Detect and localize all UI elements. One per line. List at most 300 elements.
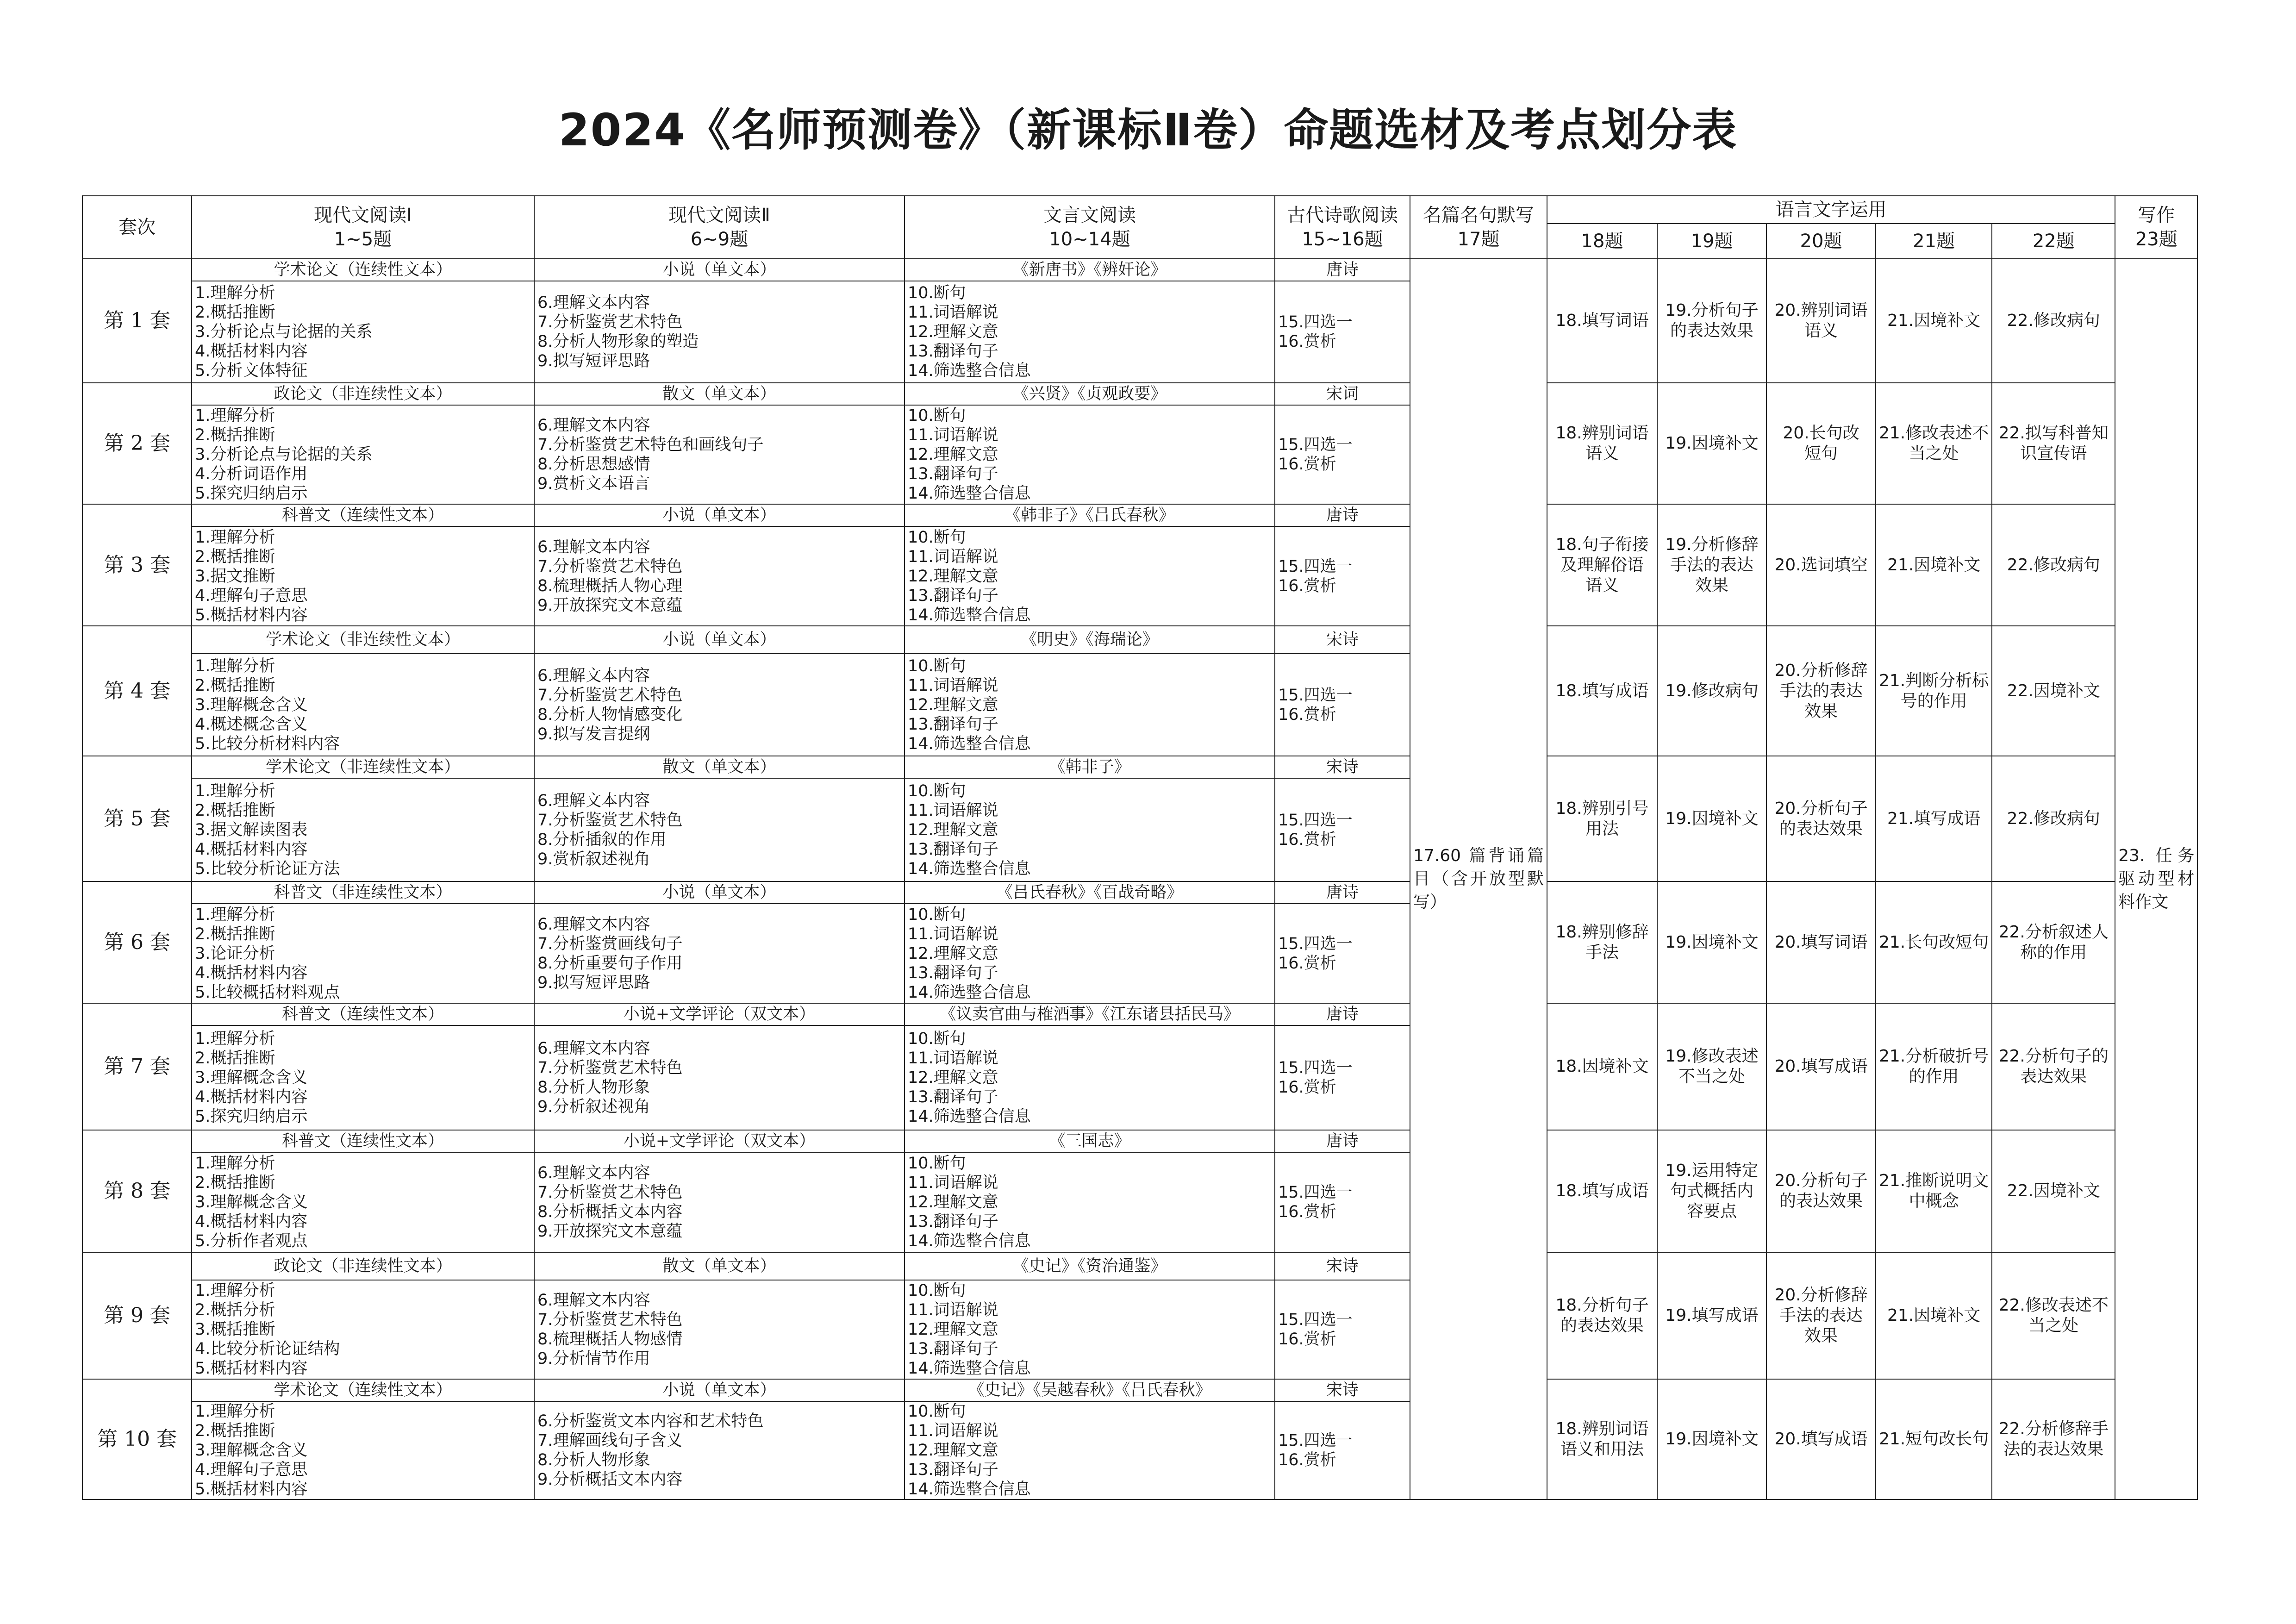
point-line: 16.赏析 (1278, 576, 1336, 595)
language-q22-cell (1992, 1130, 2115, 1252)
language-q22-cell (1992, 504, 2115, 626)
point-line: 7.分析鉴赏艺术特色 (537, 1183, 683, 1202)
point-line: 2.概括推断 (195, 1174, 275, 1192)
point-line: 13.翻译句子 (908, 465, 998, 483)
set-label: 第 4 套 (82, 626, 192, 756)
point-line: 7.分析鉴赏艺术特色 (537, 557, 683, 576)
language-item-line: 19.因境补文 (1665, 932, 1759, 952)
set-subtitle-row (82, 756, 2197, 778)
point-line: 10.断句 (908, 1030, 966, 1048)
language-item-line: 21.判断分析标 (1879, 671, 1989, 690)
language-item-line: 手法的表达 (1779, 681, 1863, 700)
point-line: 13.翻译句子 (908, 840, 998, 859)
classical-points (905, 778, 1275, 881)
language-item-line: 的表达效果 (1779, 1192, 1863, 1211)
language-q19-cell (1657, 881, 1766, 1003)
header-q18: 18题 (1547, 224, 1657, 259)
poetry-points (1275, 1025, 1410, 1130)
language-q19-cell (1657, 626, 1766, 756)
classical-text-type: 《新唐书》《辨奸论》 (905, 259, 1275, 281)
point-line: 7.分析鉴赏艺术特色 (537, 811, 683, 830)
language-item-line: 效果 (1804, 701, 1838, 721)
point-line: 6.理解文本内容 (537, 416, 650, 435)
language-item-line: 22.分析修辞手 (1998, 1419, 2109, 1438)
language-item-line: 19.分析修辞 (1665, 535, 1759, 554)
language-item-line: 19.运用特定 (1665, 1161, 1759, 1180)
language-item-line: 识宣传语 (2020, 444, 2087, 463)
set-label: 第 9 套 (82, 1252, 192, 1379)
point-line: 12.理解文意 (908, 1068, 998, 1087)
point-line: 3.论证分析 (195, 944, 275, 963)
poetry-type: 宋诗 (1275, 1252, 1410, 1280)
language-item-line: 法的表达效果 (2003, 1440, 2104, 1459)
poetry-type: 宋诗 (1275, 756, 1410, 778)
classical-points (905, 1152, 1275, 1252)
modern-reading-2-points (534, 281, 905, 383)
language-item-line: 19.因境补文 (1665, 434, 1759, 453)
modern-reading-2-points (534, 654, 905, 756)
point-line: 13.翻译句子 (908, 342, 998, 361)
language-item-line: 21.分析破折号 (1879, 1047, 1989, 1066)
set-label: 第 3 套 (82, 504, 192, 626)
language-item-line: 21.因境补文 (1887, 1306, 1981, 1325)
header-modern-reading-2: 现代文阅读Ⅱ 6~9题 (534, 196, 905, 259)
point-line: 1.理解分析 (195, 528, 275, 547)
poetry-type: 宋诗 (1275, 626, 1410, 654)
point-line: 14.筛选整合信息 (908, 362, 1031, 380)
modern-reading-1-points (192, 526, 534, 626)
language-q18-cell (1547, 881, 1657, 1003)
language-item-line: 20.分析句子 (1774, 799, 1868, 818)
point-line: 15.四选一 (1278, 557, 1353, 576)
language-q18-cell (1547, 1130, 1657, 1252)
point-line: 11.词语解说 (908, 924, 998, 943)
language-q20-cell (1766, 383, 1876, 504)
language-item-line: 20.分析修辞 (1774, 661, 1868, 680)
point-line: 13.翻译句子 (908, 586, 998, 605)
point-line: 1.理解分析 (195, 284, 275, 302)
classical-text-type: 《三国志》 (905, 1130, 1275, 1152)
point-line: 10.断句 (908, 406, 966, 425)
language-item-line: 19.修改表述 (1665, 1047, 1759, 1066)
language-q20-cell (1766, 1130, 1876, 1252)
point-line: 1.理解分析 (195, 905, 275, 924)
point-line: 6.理解文本内容 (537, 537, 650, 556)
point-line: 14.筛选整合信息 (908, 983, 1031, 1002)
point-line: 3.理解概念含义 (195, 1068, 308, 1087)
language-item-line: 20.填写成语 (1774, 1430, 1868, 1449)
modern-reading-2-points (534, 1152, 905, 1252)
language-q18-cell (1547, 1252, 1657, 1379)
language-q19-cell (1657, 1003, 1766, 1130)
modern-reading-1-type: 学术论文（连续性文本） (192, 1379, 534, 1401)
language-item-line: 20.选词填空 (1774, 555, 1868, 575)
language-item-line: 22.分析叙述人 (1998, 922, 2109, 942)
point-line: 2.概括推断 (195, 547, 275, 566)
point-line: 16.赏析 (1278, 830, 1336, 849)
set-subtitle-row (82, 383, 2197, 405)
header-q21: 21题 (1876, 224, 1992, 259)
point-line: 14.筛选整合信息 (908, 606, 1031, 625)
language-item-line: 19.因境补文 (1665, 1430, 1759, 1449)
point-line: 11.词语解说 (908, 303, 998, 322)
language-q19-cell (1657, 1252, 1766, 1379)
point-line: 5.探究归纳启示 (195, 1107, 308, 1126)
classical-text-type: 《吕氏春秋》《百战奇略》 (905, 881, 1275, 904)
point-line: 2.概括推断 (195, 303, 275, 322)
point-line: 11.词语解说 (908, 1049, 998, 1068)
language-item-line: 用法 (1585, 819, 1619, 838)
point-line: 9.分析概括文本内容 (537, 1470, 683, 1489)
point-line: 5.比较概括材料观点 (195, 983, 340, 1002)
point-line: 6.理解文本内容 (537, 1164, 650, 1182)
point-line: 12.理解文意 (908, 1320, 998, 1339)
language-item-line: 效果 (1804, 1326, 1838, 1345)
modern-reading-1-points (192, 281, 534, 383)
language-q22-cell (1992, 626, 2115, 756)
language-item-line: 22.因境补文 (2007, 1181, 2100, 1200)
classical-points (905, 1401, 1275, 1499)
language-item-line: 当之处 (2028, 1316, 2079, 1335)
point-line: 11.词语解说 (908, 676, 998, 695)
point-line: 13.翻译句子 (908, 1212, 998, 1231)
language-item-line: 18.辨别词语 (1555, 1419, 1649, 1438)
point-line: 4.分析词语作用 (195, 465, 308, 483)
point-line: 4.概述概念含义 (195, 715, 308, 734)
language-item-line: 的表达效果 (1670, 321, 1753, 340)
poetry-points (1275, 405, 1410, 504)
language-q18-cell (1547, 504, 1657, 626)
poetry-points (1275, 904, 1410, 1003)
point-line: 15.四选一 (1278, 1311, 1353, 1329)
point-line: 6.理解文本内容 (537, 666, 650, 685)
language-item-line: 手法的表达 (1670, 555, 1753, 575)
language-item-line: 20.辨别词语 (1774, 301, 1868, 320)
point-line: 10.断句 (908, 656, 966, 675)
point-line: 6.理解文本内容 (537, 791, 650, 810)
language-q22-cell (1992, 1003, 2115, 1130)
language-q18-cell (1547, 1003, 1657, 1130)
language-item-line: 21.因境补文 (1887, 555, 1981, 575)
point-line: 3.理解概念含义 (195, 1193, 308, 1212)
point-line: 16.赏析 (1278, 1451, 1336, 1469)
point-line: 16.赏析 (1278, 705, 1336, 724)
point-line: 5.分析作者观点 (195, 1232, 308, 1250)
language-q20-cell (1766, 756, 1876, 881)
set-subtitle-row (82, 626, 2197, 654)
point-line: 2.概括推断 (195, 924, 275, 943)
language-item-line: 21.因境补文 (1887, 311, 1981, 330)
point-line: 7.分析鉴赏艺术特色 (537, 313, 683, 331)
point-line: 5.比较分析论证方法 (195, 859, 340, 878)
point-line: 12.理解文意 (908, 567, 998, 586)
language-q21-cell (1876, 504, 1992, 626)
poetry-type: 唐诗 (1275, 1130, 1410, 1152)
point-line: 1.理解分析 (195, 406, 275, 425)
set-label: 第 10 套 (82, 1379, 192, 1499)
point-line: 15.四选一 (1278, 436, 1353, 454)
language-item-line: 语义 (1585, 444, 1619, 463)
point-line: 14.筛选整合信息 (908, 859, 1031, 878)
point-line: 14.筛选整合信息 (908, 734, 1031, 753)
poetry-points (1275, 778, 1410, 881)
point-line: 8.梳理概括人物感情 (537, 1330, 683, 1349)
point-line: 7.分析鉴赏艺术特色 (537, 1311, 683, 1329)
modern-reading-2-type: 小说（单文本） (534, 626, 905, 654)
classical-text-type: 《议卖官曲与榷酒事》《江东诸县括民马》 (905, 1003, 1275, 1025)
modern-reading-2-points (534, 526, 905, 626)
classical-points (905, 904, 1275, 1003)
set-label: 第 7 套 (82, 1003, 192, 1130)
point-line: 10.断句 (908, 1402, 966, 1421)
point-line: 4.概括材料内容 (195, 840, 308, 859)
set-label: 第 2 套 (82, 383, 192, 504)
point-line: 4.比较分析论证结构 (195, 1340, 340, 1358)
poetry-type: 宋词 (1275, 383, 1410, 405)
point-line: 4.概括材料内容 (195, 1088, 308, 1106)
point-line: 8.分析重要句子作用 (537, 954, 683, 973)
language-item-line: 20.长句改 (1783, 424, 1859, 443)
language-item-line: 22.拟写科普知 (1998, 424, 2109, 443)
point-line: 9.开放探究文本意蕴 (537, 1222, 683, 1241)
classical-points (905, 405, 1275, 504)
language-item-line: 语义 (1585, 575, 1619, 595)
language-item-line: 19.因境补文 (1665, 809, 1759, 828)
modern-reading-1-type: 政论文（非连续性文本） (192, 383, 534, 405)
language-q22-cell (1992, 259, 2115, 383)
language-q20-cell (1766, 1252, 1876, 1379)
table-body (82, 259, 2197, 1499)
point-line: 8.分析人物形象的塑造 (537, 332, 699, 351)
modern-reading-2-points (534, 1025, 905, 1130)
point-line: 8.分析思想感情 (537, 455, 650, 474)
point-line: 5.概括材料内容 (195, 1359, 308, 1378)
classical-points (905, 1280, 1275, 1379)
language-q22-cell (1992, 756, 2115, 881)
modern-reading-2-type: 散文（单文本） (534, 756, 905, 778)
language-q19-cell (1657, 756, 1766, 881)
modern-reading-2-points (534, 778, 905, 881)
language-q21-cell (1876, 1252, 1992, 1379)
point-line: 9.拟写短评思路 (537, 973, 650, 992)
language-q21-cell (1876, 259, 1992, 383)
language-item-line: 18.填写成语 (1555, 1181, 1649, 1200)
modern-reading-2-type: 小说（单文本） (534, 1379, 905, 1401)
set-subtitle-row (82, 1252, 2197, 1280)
language-q22-cell (1992, 881, 2115, 1003)
language-q19-cell (1657, 504, 1766, 626)
point-line: 15.四选一 (1278, 934, 1353, 953)
modern-reading-1-points (192, 778, 534, 881)
point-line: 1.理解分析 (195, 1402, 275, 1421)
language-q21-cell (1876, 1003, 1992, 1130)
header-modern-reading-1: 现代文阅读Ⅰ 1~5题 (192, 196, 534, 259)
modern-reading-1-points (192, 1152, 534, 1252)
point-line: 2.概括分析 (195, 1301, 275, 1319)
header-q20: 20题 (1766, 224, 1876, 259)
modern-reading-2-points (534, 1280, 905, 1379)
point-line: 16.赏析 (1278, 1330, 1336, 1349)
language-item-line: 22.修改表述不 (1998, 1296, 2109, 1315)
language-item-line: 19.填写成语 (1665, 1306, 1759, 1325)
header-q19: 19题 (1657, 224, 1766, 259)
language-item-line: 及理解俗语 (1560, 555, 1644, 575)
point-line: 11.词语解说 (908, 547, 998, 566)
point-line: 8.分析人物情感变化 (537, 705, 683, 724)
point-line: 11.词语解说 (908, 1174, 998, 1192)
modern-reading-2-type: 小说（单文本） (534, 259, 905, 281)
set-label: 第 8 套 (82, 1130, 192, 1252)
point-line: 11.词语解说 (908, 801, 998, 820)
language-item-line: 21.修改表述不 (1879, 424, 1989, 443)
language-item-line: 22.因境补文 (2007, 681, 2100, 700)
point-line: 13.翻译句子 (908, 1461, 998, 1479)
language-item-line: 21.推断说明文 (1879, 1171, 1989, 1190)
language-q21-cell (1876, 383, 1992, 504)
poetry-points (1275, 526, 1410, 626)
language-item-line: 19.修改病句 (1665, 681, 1759, 700)
modern-reading-2-type: 小说+文学评论（双文本） (534, 1003, 905, 1025)
point-line: 6.分析鉴赏文本内容和艺术特色 (537, 1412, 764, 1430)
point-line: 3.据文解读图表 (195, 820, 308, 839)
poetry-type: 唐诗 (1275, 1003, 1410, 1025)
language-q21-cell (1876, 1130, 1992, 1252)
language-item-line: 22.修改病句 (2007, 311, 2100, 330)
point-line: 12.理解文意 (908, 944, 998, 963)
point-line: 7.分析鉴赏画线句子 (537, 934, 683, 953)
point-line: 12.理解文意 (908, 1193, 998, 1212)
modern-reading-1-points (192, 1025, 534, 1130)
language-q20-cell (1766, 259, 1876, 383)
point-line: 10.断句 (908, 1154, 966, 1173)
language-item-line: 20.分析句子 (1774, 1171, 1868, 1190)
point-line: 10.断句 (908, 284, 966, 302)
header-q22: 22题 (1992, 224, 2115, 259)
point-line: 15.四选一 (1278, 811, 1353, 830)
point-line: 5.概括材料内容 (195, 606, 308, 625)
modern-reading-2-points (534, 405, 905, 504)
point-line: 12.理解文意 (908, 695, 998, 714)
point-line: 9.分析叙述视角 (537, 1098, 650, 1116)
language-q22-cell (1992, 1252, 2115, 1379)
point-line: 16.赏析 (1278, 455, 1336, 474)
modern-reading-1-type: 学术论文（非连续性文本） (192, 626, 534, 654)
language-item-line: 手法 (1585, 943, 1619, 962)
point-line: 14.筛选整合信息 (908, 1107, 1031, 1126)
language-item-line: 中概念 (1909, 1192, 1959, 1211)
language-item-line: 22.修改病句 (2007, 555, 2100, 575)
header-classical-chinese: 文言文阅读 10~14题 (905, 196, 1275, 259)
point-line: 15.四选一 (1278, 313, 1353, 331)
point-line: 16.赏析 (1278, 1203, 1336, 1221)
language-item-line: 手法的表达 (1779, 1306, 1863, 1325)
point-line: 3.概括推断 (195, 1320, 275, 1339)
point-line: 12.理解文意 (908, 445, 998, 464)
language-item-line: 21.长句改短句 (1879, 932, 1989, 952)
point-line: 7.理解画线句子含义 (537, 1431, 683, 1450)
point-line: 1.理解分析 (195, 781, 275, 800)
header-language-use: 语言文字运用 (1547, 196, 2115, 224)
language-item-line: 效果 (1695, 575, 1728, 595)
classical-text-type: 《史记》《资治通鉴》 (905, 1252, 1275, 1280)
point-line: 12.理解文意 (908, 820, 998, 839)
point-line: 3.分析论点与论据的关系 (195, 445, 373, 464)
language-item-line: 21.填写成语 (1887, 809, 1981, 828)
poetry-points (1275, 1152, 1410, 1252)
language-item-line: 18.分析句子 (1555, 1296, 1649, 1315)
language-q18-cell (1547, 383, 1657, 504)
poetry-points (1275, 1401, 1410, 1499)
point-line: 2.概括推断 (195, 1049, 275, 1068)
point-line: 14.筛选整合信息 (908, 484, 1031, 503)
modern-reading-1-points (192, 1401, 534, 1499)
language-item-line: 20.填写成语 (1774, 1057, 1868, 1076)
modern-reading-1-type: 政论文（非连续性文本） (192, 1252, 534, 1280)
memorization-cell: 17.60 篇背诵篇目（含开放型默写） (1410, 259, 1547, 1499)
classical-text-type: 《明史》《海瑞论》 (905, 626, 1275, 654)
language-item-line: 句式概括内 (1670, 1181, 1753, 1200)
point-line: 14.筛选整合信息 (908, 1359, 1031, 1378)
language-q21-cell (1876, 756, 1992, 881)
poetry-points (1275, 1280, 1410, 1379)
language-item-line: 称的作用 (2020, 943, 2087, 962)
point-line: 10.断句 (908, 528, 966, 547)
point-line: 14.筛选整合信息 (908, 1480, 1031, 1499)
point-line: 6.理解文本内容 (537, 1039, 650, 1058)
language-q18-cell (1547, 626, 1657, 756)
language-item-line: 短句 (1804, 444, 1838, 463)
point-line: 6.理解文本内容 (537, 915, 650, 934)
point-line: 16.赏析 (1278, 954, 1336, 973)
poetry-points (1275, 654, 1410, 756)
document-title: 2024《名师预测卷》（新课标Ⅱ卷）命题选材及考点划分表 (558, 104, 1738, 156)
language-item-line: 容要点 (1686, 1202, 1737, 1221)
point-line: 8.分析人物形象 (537, 1078, 650, 1097)
point-line: 3.理解概念含义 (195, 695, 308, 714)
language-item-line: 18.辨别引号 (1555, 799, 1649, 818)
language-q19-cell (1657, 383, 1766, 504)
point-line: 8.梳理概括人物心理 (537, 576, 683, 595)
point-line: 9.分析情节作用 (537, 1349, 650, 1368)
modern-reading-2-type: 散文（单文本） (534, 383, 905, 405)
modern-reading-1-points (192, 904, 534, 1003)
point-line: 1.理解分析 (195, 1030, 275, 1048)
set-label: 第 1 套 (82, 259, 192, 383)
classical-points (905, 654, 1275, 756)
language-q21-cell (1876, 626, 1992, 756)
classical-text-type: 《韩非子》《吕氏春秋》 (905, 504, 1275, 526)
point-line: 5.分析文体特征 (195, 362, 308, 380)
language-q20-cell (1766, 1379, 1876, 1499)
set-subtitle-row (82, 1003, 2197, 1025)
classical-text-type: 《兴贤》《贞观政要》 (905, 383, 1275, 405)
language-item-line: 的表达效果 (1779, 819, 1863, 838)
modern-reading-1-type: 科普文（连续性文本） (192, 1130, 534, 1152)
point-line: 11.词语解说 (908, 426, 998, 444)
header-ancient-poetry: 古代诗歌阅读 15~16题 (1275, 196, 1410, 259)
language-item-line: 20.填写词语 (1774, 932, 1868, 952)
set-label: 第 5 套 (82, 756, 192, 881)
point-line: 13.翻译句子 (908, 1340, 998, 1358)
point-line: 5.概括材料内容 (195, 1480, 308, 1499)
point-line: 3.分析论点与论据的关系 (195, 323, 373, 341)
language-q19-cell (1657, 1130, 1766, 1252)
point-line: 11.词语解说 (908, 1422, 998, 1440)
point-line: 9.赏析文本语言 (537, 475, 650, 493)
language-q20-cell (1766, 504, 1876, 626)
point-line: 7.分析鉴赏艺术特色 (537, 686, 683, 705)
modern-reading-1-type: 科普文（连续性文本） (192, 504, 534, 526)
